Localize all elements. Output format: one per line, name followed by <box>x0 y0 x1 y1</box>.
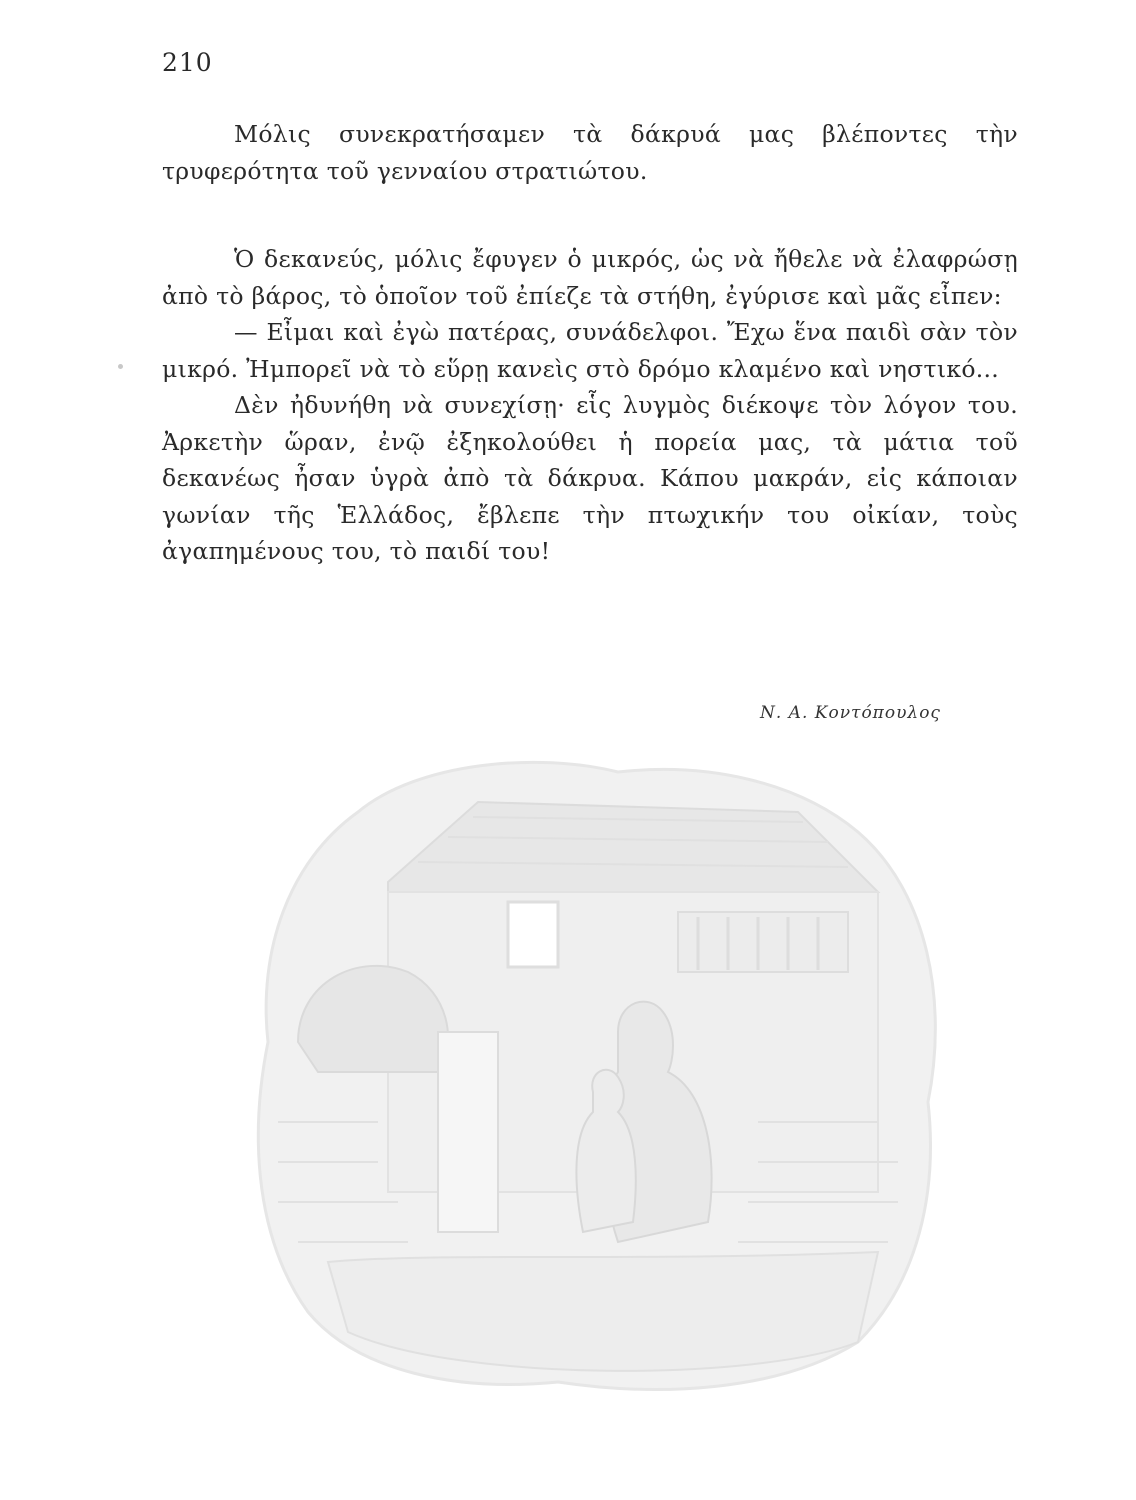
page-number: 210 <box>162 48 213 77</box>
opening-paragraph <box>162 116 1018 189</box>
print-speck <box>118 364 123 369</box>
paragraph-2: Ὁ δεκανεύς, μόλις ἔφυγεν ὁ μικρός, ὡς νὰ ἤθελε νὰ ἐλαφρώσῃ ἀπὸ τὸ βάρος, τὸ ὁποῖον τοῦ ἐπίεζε τὰ στήθη, ἐγύρισε καὶ μᾶς εἶπεν: <box>162 245 1018 310</box>
paragraph-4: Δὲν ἠδυνήθη νὰ συνεχίσῃ· εἷς λυγμὸς διέκοψε τὸν λόγον του. Ἀρκετὴν ὥραν, ἐνῷ ἐξηκολούθει ἡ πορεία μας, τὰ μάτια τοῦ δεκανέως ἦσαν ὑγρὰ ἀπὸ τὰ δάκρυα. Κάπου μακράν, εἰς κάποιαν γωνίαν τῆς Ἑλλάδος, ἔβλεπε τὴν πτωχικήν του οἰκίαν, τοὺς ἀγαπημένους του, τὸ παιδί του! <box>162 391 1018 565</box>
woodcut-house-mother-child-icon <box>238 742 958 1402</box>
balcony <box>678 912 848 972</box>
main-text <box>162 241 1018 570</box>
house-window <box>508 902 558 967</box>
doorway <box>438 1032 498 1232</box>
paragraph-3-dialogue: — Εἶμαι καὶ ἐγὼ πατέρας, συνάδελφοι. Ἔχω ἕνα παιδὶ σὰν τὸν μικρό. Ἠμπορεῖ νὰ τὸ εὕρῃ κανεὶς στὸ δρόμο κλαμένο καὶ νηστικό... <box>162 318 1018 383</box>
paragraph-1: Μόλις συνεκρατήσαμεν τὰ δάκρυά μας βλέποντες τὴν τρυφερότητα τοῦ γενναίου στρατιώτου. <box>162 120 1018 185</box>
author-signature: Ν. Α. Κοντόπουλος <box>760 703 941 723</box>
